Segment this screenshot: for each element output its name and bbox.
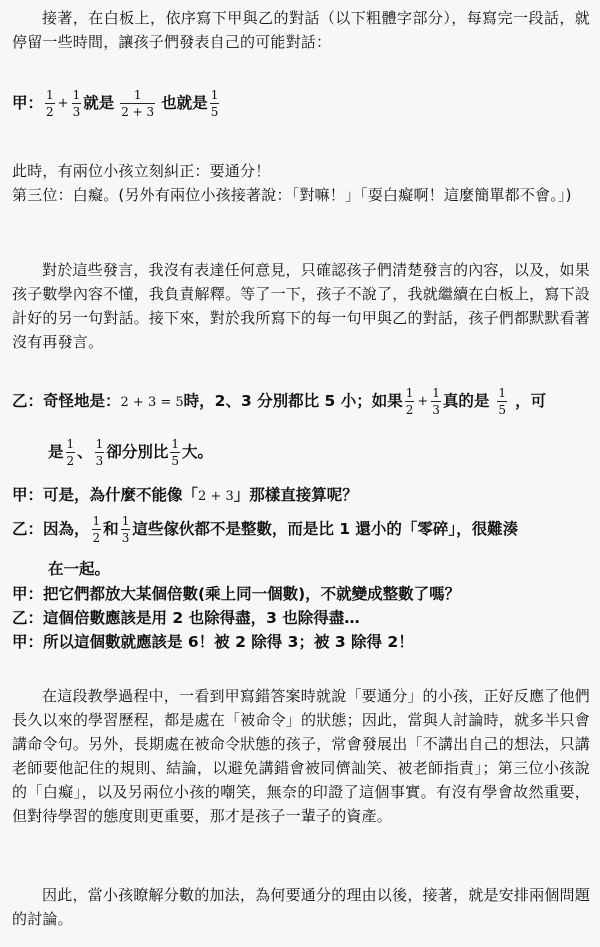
fraction: $\frac{1}{5}$ [498,386,507,417]
dialogue-jia-2: 甲：可是，為什麼不能像「2 + 3」那樣直接算呢？ [12,486,358,504]
speaker-label: 乙： [12,520,44,538]
fraction: $\frac{1}{2}$ [66,437,75,468]
dialogue-yi-1-cont: 是 $\frac{1}{2}$ 、 $\frac{1}{3}$ 卻分別比 $\frac{1}{5}$ 大。 [48,437,213,468]
speaker-label: 甲： [12,486,44,504]
fraction: $\frac{1}{3}$ [95,437,104,468]
dialogue-yi-2-cont: 在一起。 [48,560,111,578]
dialogue-yi-2: 乙：因為， $\frac{1}{2}$ 和 $\frac{1}{3}$ 這些傢伙都不是整數，而是比 1 還小的「零碎」，很難湊 [12,514,519,545]
paragraph-final: 因此，當小孩瞭解分數的加法，為何要通分的理由以後，接著，就是安排兩個問題的討論。 [12,886,590,928]
paragraph-reflection: 在這段教學過程中，一看到甲寫錯答案時就說「要通分」的小孩，正好反應了他們長久以來的學習歷程，都是處在「被命令」的狀態；因此，當與人討論時，就多半只會講命令句。另外，長期處在被命令狀態的孩子，常會發展出「不講出自己的想法，只講老師要他記住的規則、結論，以避免講錯會被同儕訕笑、被老師指責」；第三位小孩說的「白癡」，以及另兩位小孩的嘲笑，無奈的印證了這個事實。有沒有學會故然重要，但對待學習的態度則更重要，那才是孩子一輩子的資產。 [12,687,590,825]
fraction: $\frac{1}{5}$ [171,437,179,468]
dialogue-jia-3: 甲：把它們都放大某個倍數(乘上同一個數)，不就變成整數了嗎？ [12,585,461,603]
dialogue-jia-1: 甲： $\frac{1}{2}$ + $\frac{1}{3}$ 就是 $\frac{1}{2 + 3}$ 也就是 $\frac{1}{5}$ [12,88,219,119]
fraction: $\frac{1}{2}$ [92,514,101,545]
fraction: $\frac{1}{3}$ [121,514,130,545]
speaker-label: 乙： [12,392,44,410]
fraction: $\frac{1}{2}$ [405,386,414,417]
fraction: $\frac{1}{5}$ [210,88,219,119]
speaker-label: 甲： [12,94,44,112]
fraction: $\frac{1}{3}$ [72,88,81,119]
fraction: $\frac{1}{2}$ [46,88,54,119]
reaction-1: 此時，有兩位小孩立刻糾正：要通分！ [12,162,271,180]
dialogue-yi-3: 乙：這個倍數應該是用 2 也除得盡，3 也除得盡… [12,609,360,627]
dialogue-yi-1: 乙：奇怪地是：2 + 3 = 5時，2、3 分別都比 5 小；如果 $\frac{1}{2}$ + $\frac{1}{3}$ 真的是 $\frac{1}{5}$ ，可 [12,386,547,417]
reaction-2: 第三位：白癡。(另外有兩位小孩接著說：「對嘛！」「耍白癡啊！這麼簡單都不會。」) [12,186,572,204]
paragraph-teacher: 對於這些發言，我沒有表達任何意見，只確認孩子們清楚發言的內容，以及，如果孩子數學內容不懂，我負責解釋。等了一下，孩子不說了，我就繼續在白板上，寫下設計好的另一句對話。接下來，對於我所寫下的每一句甲與乙的對話，孩子們都默默看著沒有再發言。 [12,261,590,351]
fraction: $\frac{1}{2 + 3}$ [121,88,155,119]
paragraph-intro: 接著，在白板上，依序寫下甲與乙的對話（以下粗體字部分），每寫完一段話，就停留一些時間，讓孩子們發表自己的可能對話： [12,9,590,51]
fraction: $\frac{1}{3}$ [432,386,440,417]
dialogue-jia-4: 甲：所以這個數就應該是 6！被 2 除得 3；被 3 除得 2！ [12,633,414,651]
